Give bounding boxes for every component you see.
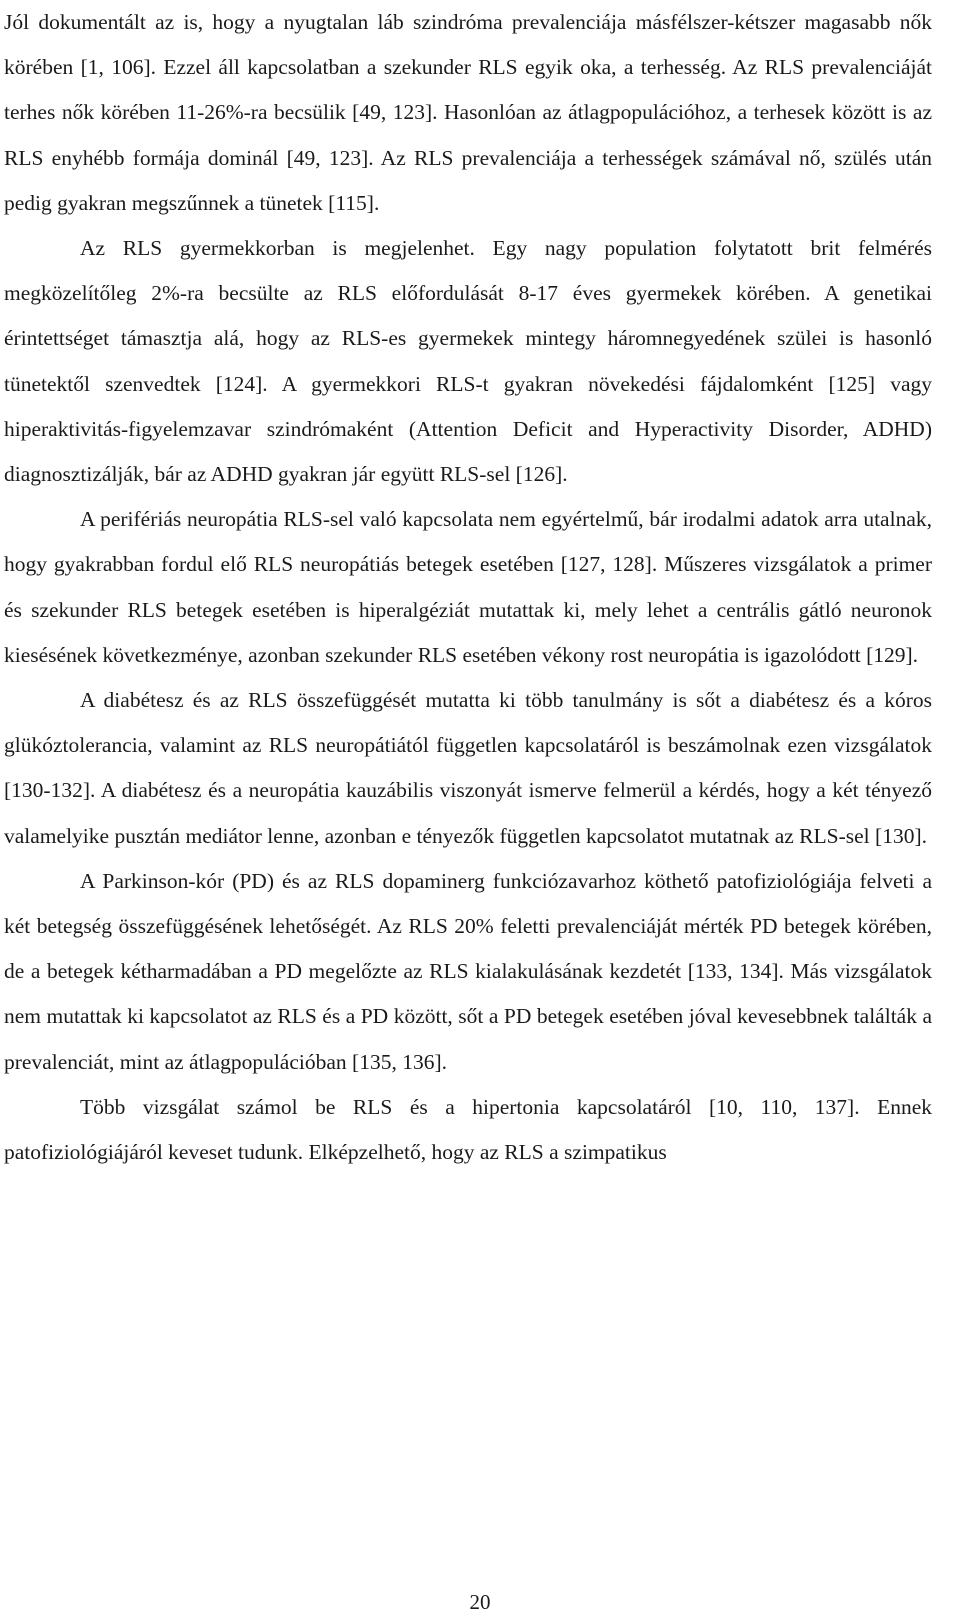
paragraph-rls-neuropathy: A perifériás neuropátia RLS-sel való kapcsolata nem egyértelmű, bár irodalmi adatok arra utalnak, hogy gyakrabban fordul elő RLS neuropátiás betegek esetében [127, 128]. Műszeres vizsgálatok a primer és szekunder RLS betegek esetében is hiperalgéziát mutattak ki, mely lehet a centrális gátló neuronok kiesésének következménye, azonban szekunder RLS esetében vékony rost neuropátia is igazolódott [129]. [4, 507, 932, 667]
page-number: 20 [469, 1590, 491, 1614]
paragraph-rls-women-pregnancy: Jól dokumentált az is, hogy a nyugtalan láb szindróma prevalenciája másfélszer-kétszer magasabb nők körében [1, 106]. Ezzel áll kapcsolatban a szekunder RLS egyik oka, a terhesség. Az RLS prevalenciáját terhes nők körében 11-26%-ra becsülik [49, 123]. Hasonlóan az átlagpopulációhoz, a terhesek között is az RLS enyhébb formája dominál [49, 123]. Az RLS prevalenciája a terhességek számával nő, szülés után pedig gyakran megszűnnek a tünetek [115]. [4, 10, 932, 215]
paragraph-rls-parkinson: A Parkinson-kór (PD) és az RLS dopaminerg funkciózavarhoz köthető patofiziológiája felveti a két betegség összefüggésének lehetőségét. Az RLS 20% feletti prevalenciáját mérték PD betegek körében, de a betegek kétharmadában a PD megelőzte az RLS kialakulásának kezdetét [133, 134]. Más vizsgálatok nem mutattak ki kapcsolatot az RLS és a PD között, sőt a PD betegek esetében jóval kevesebbnek találták a prevalenciát, mint az átlagpopulációban [135, 136]. [4, 868, 932, 1074]
paragraph-rls-childhood: Az RLS gyermekkorban is megjelenhet. Egy nagy population folytatott brit felmérés megközelítőleg 2%-ra becsülte az RLS előfordulását 8-17 éves gyermekek körében. A genetikai érintettséget támasztja alá, hogy az RLS-es gyermekek mintegy háromnegyedének szülei is hasonló tünetektől szenvedtek [124]. A gyermekkori RLS-t gyakran növekedési fájdalomként [125] vagy hiperaktivitás-figyelemzavar szindrómaként (Attention Deficit and Hyperactivity Disorder, ADHD) diagnosztizálják, bár az ADHD gyakran jár együtt RLS-sel [126]. [4, 236, 932, 487]
document-body [4, 0, 932, 1175]
paragraph-rls-hypertension: Több vizsgálat számol be RLS és a hipertonia kapcsolatáról [10, 110, 137]. Ennek patofiziológiájáról keveset tudunk. Elképzelhető, hogy az RLS a szimpatikus [4, 1094, 932, 1165]
paragraph-rls-diabetes: A diabétesz és az RLS összefüggését mutatta ki több tanulmány is sőt a diabétesz és a kóros glükóztolerancia, valamint az RLS neuropátiától független kapcsolatáról is beszámolnak ezen vizsgálatok [130-132]. A diabétesz és a neuropátia kauzábilis viszonyát ismerve felmerül a kérdés, hogy a két tényező valamelyike pusztán mediátor lenne, azonban e tényezők független kapcsolatot mutatnak az RLS-sel [130]. [4, 688, 932, 848]
